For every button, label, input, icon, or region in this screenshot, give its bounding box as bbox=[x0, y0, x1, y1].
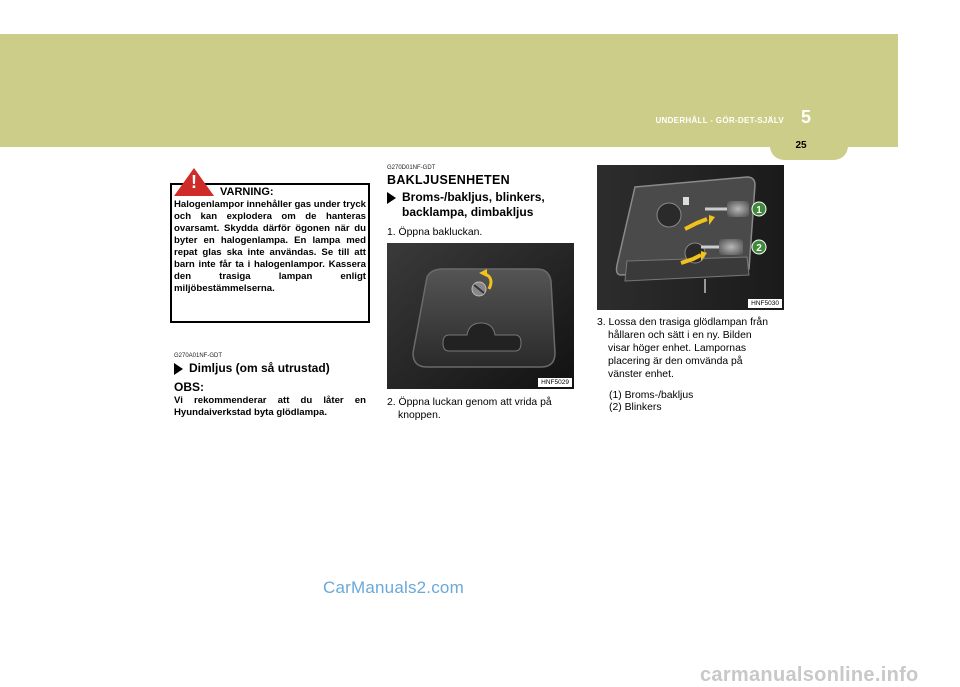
lamp-holder-photo bbox=[597, 165, 784, 310]
step2-line1: 2. Öppna luckan genom att vrida på bbox=[387, 397, 552, 408]
bullet-arrow-icon bbox=[174, 363, 183, 375]
subheading-line1: Broms-/bakljus, blinkers, bbox=[402, 190, 545, 204]
obs-label: OBS: bbox=[174, 380, 204, 394]
trunk-panel-illustration bbox=[387, 243, 574, 389]
callout-2: 2 bbox=[756, 243, 762, 254]
rear-code: G270D01NF-GDT bbox=[387, 165, 436, 171]
fog-code: G270A01NF-GDT bbox=[174, 353, 223, 359]
step2-line2: knoppen. bbox=[398, 410, 441, 421]
watermark-link[interactable]: CarManuals2.com bbox=[323, 578, 464, 597]
step-3 bbox=[597, 316, 768, 381]
obs-text: Vi rekommenderar att du låter en Hyundaiverkstad byta glödlampa. bbox=[174, 395, 366, 418]
warning-title: VARNING: bbox=[220, 186, 274, 198]
watermark-text: carmanualsonline.info bbox=[700, 664, 919, 686]
step-2 bbox=[387, 396, 552, 422]
page-number: 25 bbox=[795, 140, 807, 151]
photo2-label: HNF5030 bbox=[748, 299, 782, 308]
trunk-panel-photo bbox=[387, 243, 574, 389]
rear-subheading bbox=[387, 190, 577, 220]
fog-heading-text: Dimljus (om så utrustad) bbox=[189, 361, 330, 375]
lamp-holder-illustration bbox=[597, 165, 784, 310]
step3-line3: visar höger enhet. Lampornas bbox=[608, 343, 747, 354]
header-band bbox=[0, 34, 898, 147]
list-item-2: (2) Blinkers bbox=[609, 402, 662, 413]
step3-line5: vänster enhet. bbox=[608, 369, 674, 380]
warning-mark: ! bbox=[191, 172, 197, 192]
photo1-label: HNF5029 bbox=[538, 378, 572, 387]
step3-line2: hållaren och sätt i en ny. Bilden bbox=[608, 330, 752, 341]
warning-text: Halogenlampor innehåller gas under tryck och kan explodera om de hanteras ovarsamt. Skydda därför ögonen när du byter en halogenlampa. En lampa med repat glas ska inte användas. Se till att barn inte får ta i halogenlampor. Kassera den trasiga lampan enligt miljöbestämmelserna. bbox=[174, 199, 366, 294]
step-1: 1. Öppna bakluckan. bbox=[387, 227, 483, 238]
step3-line4: placering är den omvända på bbox=[608, 356, 743, 367]
list-item-1: (1) Broms-/bakljus bbox=[609, 390, 694, 401]
chapter-title: UNDERHÅLL - GÖR-DET-SJÄLV bbox=[655, 116, 784, 125]
section-title: BAKLJUSENHETEN bbox=[387, 173, 510, 187]
callout-1: 1 bbox=[756, 205, 762, 216]
step3-line1: 3. Lossa den trasiga glödlampan från bbox=[597, 317, 768, 328]
chapter-number: 5 bbox=[800, 107, 811, 127]
subheading-line2: backlampa, dimbakljus bbox=[402, 205, 534, 219]
bullet-arrow-icon bbox=[387, 192, 396, 204]
fog-heading bbox=[174, 361, 330, 375]
